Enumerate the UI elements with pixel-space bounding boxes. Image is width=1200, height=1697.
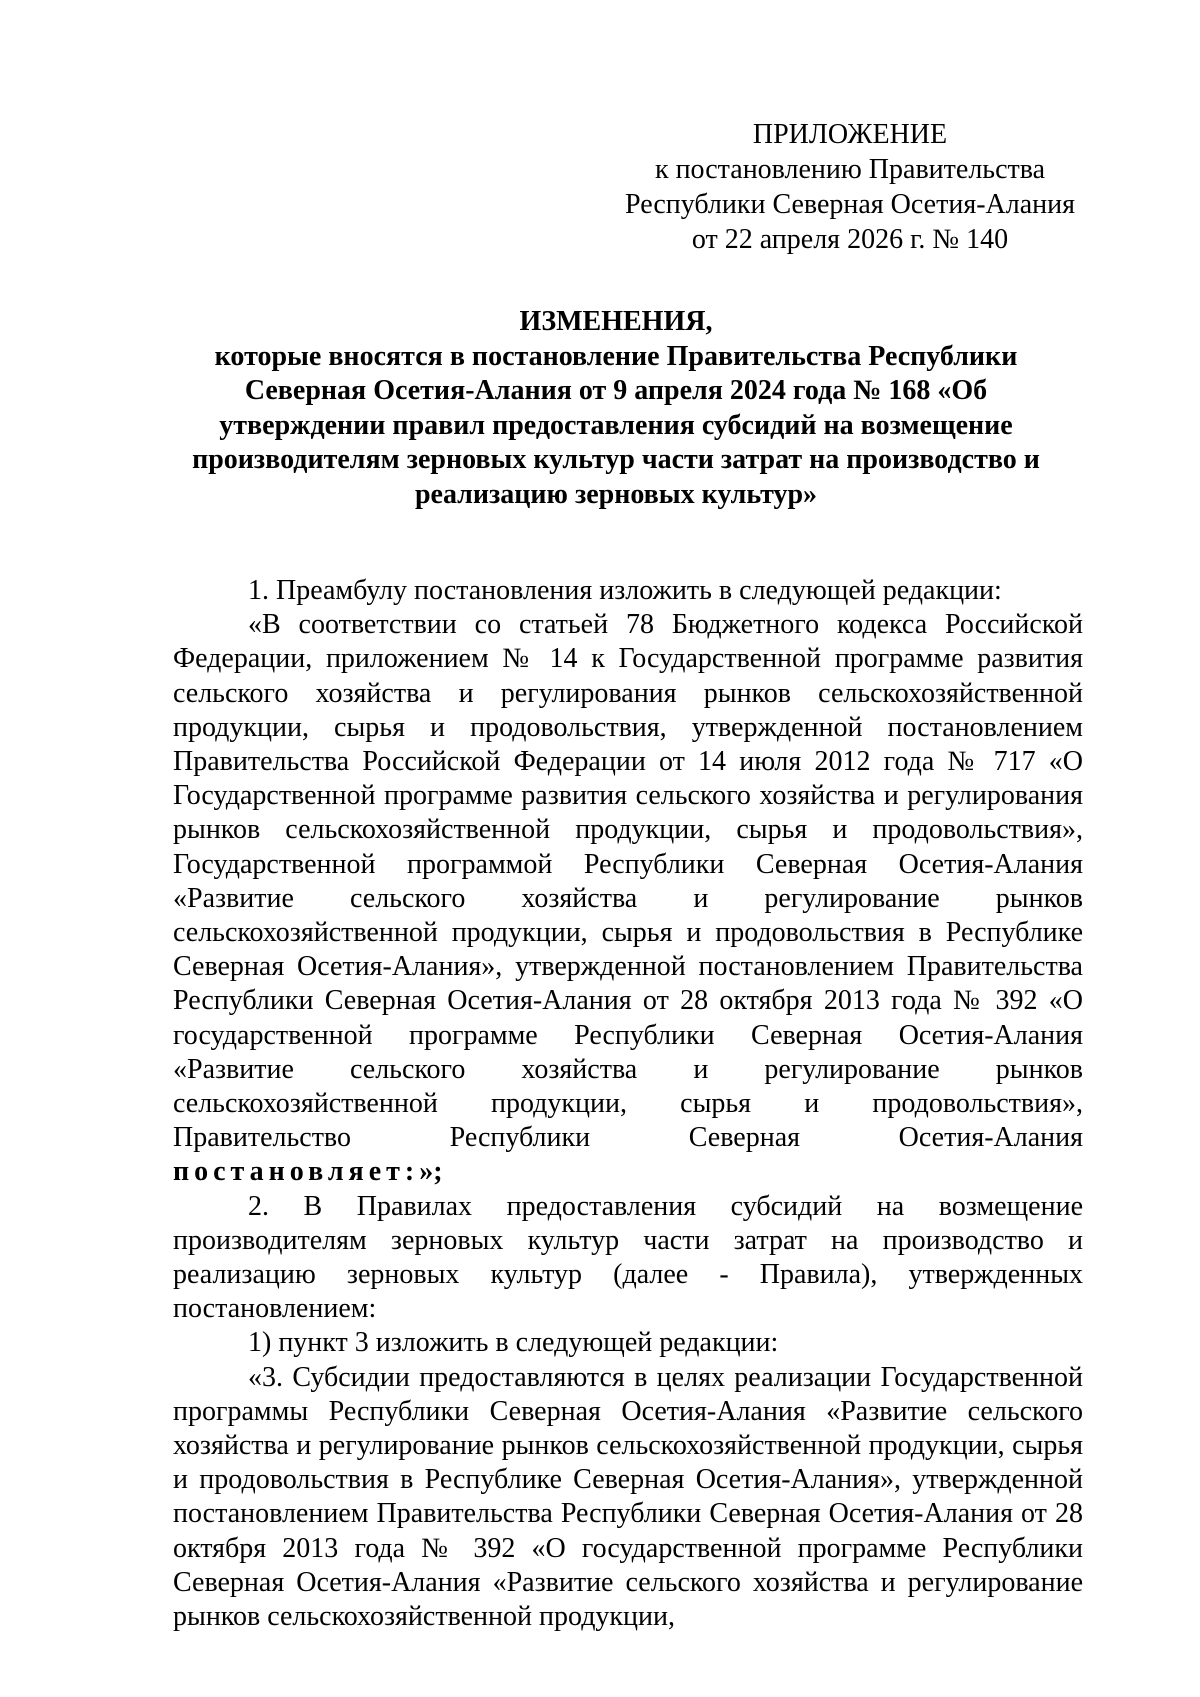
document-title	[150, 305, 1082, 512]
title-line: производителям зерновых культур части затрат на производство и	[192, 444, 1040, 475]
appendix-date-number: от 22 апреля 2026 г. № 140	[691, 224, 1009, 255]
appendix-ref-line: к постановлению Правительства	[654, 154, 1046, 185]
appendix-header	[600, 117, 1100, 257]
paragraph-2: 2. В Правилах предоставления субсидий на возмещение производителям зерновых культур части затрат на производство и реализацию зерновых культур (далее - Правила), утвержденных постановлением:	[173, 1190, 1083, 1325]
appendix-ref-line: Республики Северная Осетия-Алания	[625, 189, 1075, 220]
document-body	[173, 574, 1083, 1634]
appendix-label: ПРИЛОЖЕНИЕ	[752, 119, 948, 150]
title-heading: ИЗМЕНЕНИЯ,	[519, 306, 713, 337]
title-line: утверждении правил предоставления субсидий на возмещение	[219, 409, 1013, 441]
title-line: реализацию зерновых культур»	[414, 478, 818, 510]
title-line: которые вносятся в постановление Правительства Республики	[214, 340, 1018, 372]
decree-word: постановляет:	[173, 1156, 420, 1188]
paragraph-item-3: «3. Субсидии предоставляются в целях реализации Государственной программы Республики Северная Осетия-Алания «Развитие сельского хозяйства и регулирование рынков сельскохозяйственной продукции, сырья и продовольствия в Республике Северная Осетия-Алания», утвержденной постановлением Правительства Республики Северная Осетия-Алания от 28 октября 2013 года № 392 «О государственной программе Республики Северная Осетия-Алания «Развитие сельского хозяйства и регулирование рынков сельскохозяйственной продукции,	[173, 1361, 1083, 1633]
paragraph-preamble	[173, 608, 1083, 1189]
preamble-closing: »;	[419, 1156, 443, 1188]
preamble-text: «В соответствии со статьей 78 Бюджетного кодекса Российской Федерации, приложением № 14 к Государственной программе развития сельского хозяйства и регулирования рынков сельскохозяйственной продукции, сырья и продовольствия, утвержденной постановлением Правительства Российской Федерации от 14 июля 2012 года № 717 «О Государственной программе развития сельского хозяйства и регулирования рынков сельскохозяйственной продукции, сырья и продовольствия», Государственной программой Республики Северная Осетия-Алания «Развитие сельского хозяйства и регулирование рынков сельскохозяйственной продукции, сырья и продовольствия в Республике Северная Осетия-Алания», утвержденной постановлением Правительства Республики Северная Осетия-Алания от 28 октября 2013 года № 392 «О государственной программе Республики Северная Осетия-Алания «Развитие сельского хозяйства и регулирование рынков сельскохозяйственной продукции, сырья и продовольствия», Правительство Республики Северная Осетия-Алания	[173, 609, 1083, 1154]
paragraph-subitem-1: 1) пункт 3 изложить в следующей редакции:	[248, 1327, 779, 1359]
paragraph-1: 1. Преамбулу постановления изложить в следующей редакции:	[248, 575, 1002, 606]
title-line: Северная Осетия-Алания от 9 апреля 2024 года № 168 «Об	[244, 375, 988, 406]
